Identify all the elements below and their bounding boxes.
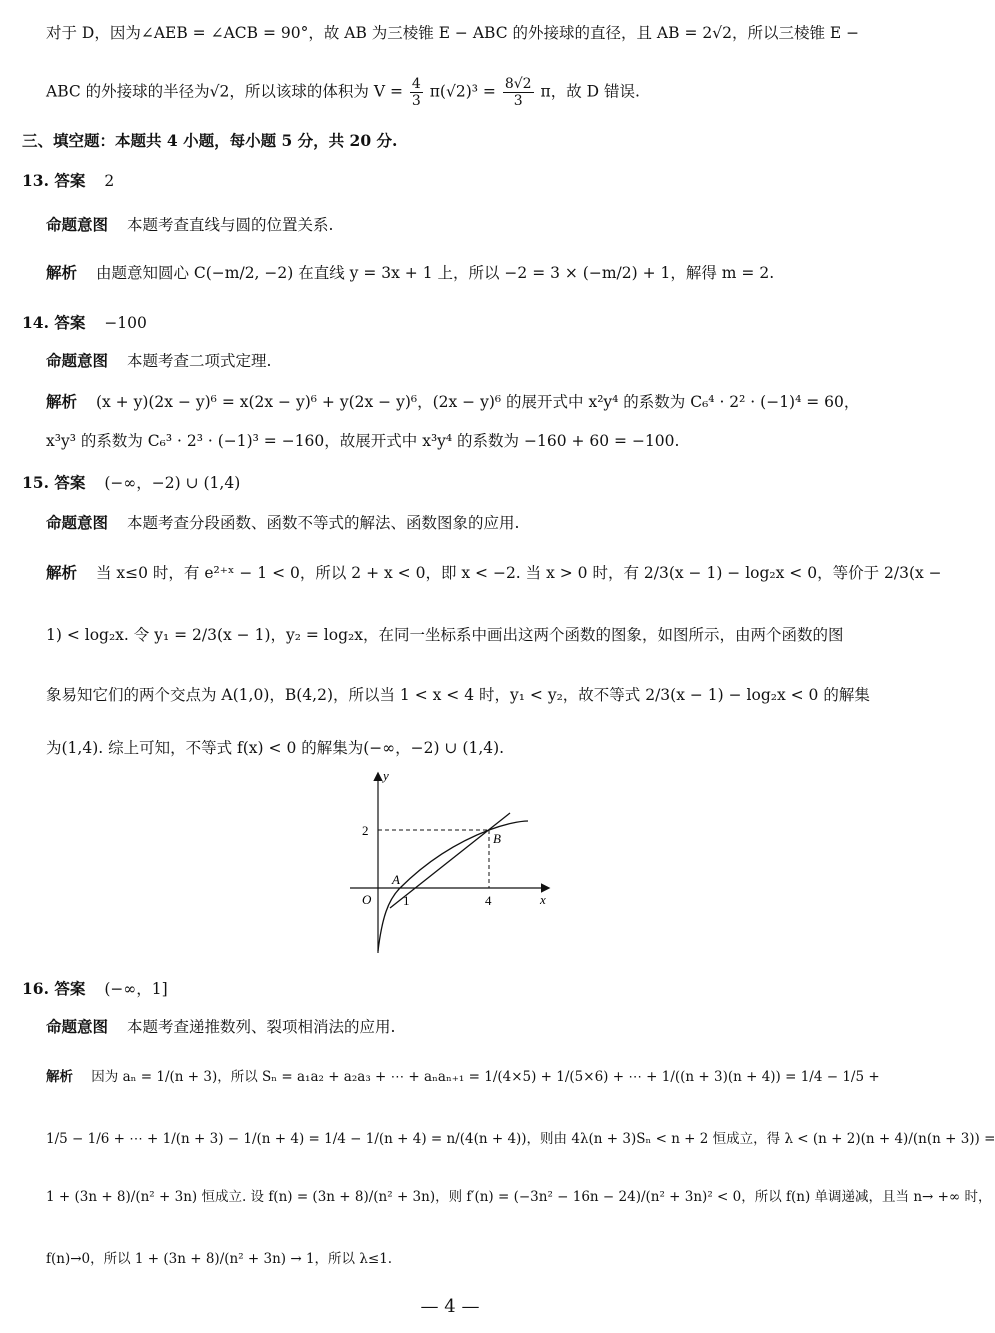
q16-analysis-1: 因为 aₙ = 1/(n + 3)，所以 Sₙ = a₁a₂ + a₂a₃ + ⋯ + aₙaₙ₊₁ = 1/(4×5) + 1/(5×6) + ⋯ + 1/((n + 3)(n + 4)) = 1/4 − 1/5 +: [91, 1069, 880, 1085]
q15-analysis-line-3: 象易知它们的两个交点为 A(1,0)，B(4,2)，所以当 1 < x < 4 时，y₁ < y₂，故不等式 2/3(x − 1) − log₂x < 0 的解集: [46, 686, 870, 704]
x-axis-label: x: [540, 892, 546, 907]
q14-intent-line: [46, 350, 271, 372]
q15-intent-line: [46, 512, 519, 534]
q16-answer: (−∞，1]: [104, 980, 168, 998]
q15-analysis-line-2: 1) < log₂x. 令 y₁ = 2/3(x − 1)，y₂ = log₂x，在同一坐标系中画出这两个函数的图象，如图所示，由两个函数的图: [46, 626, 844, 644]
q13-analysis: 由题意知圆心 C(−m/2, −2) 在直线 y = 3x + 1 上，所以 −2 = 3 × (−m/2) + 1，解得 m = 2.: [95, 264, 775, 282]
q15-function-graph: [330, 768, 570, 958]
q15-answer: (−∞，−2) ∪ (1,4): [104, 474, 241, 492]
q15-intent: 本题考查分段函数、函数不等式的解法、函数图象的应用.: [126, 514, 520, 532]
q16-intent: 本题考查递推数列、裂项相消法的应用.: [126, 1018, 396, 1036]
q14-answer-label: 14. 答案: [22, 313, 86, 332]
page-number: — 4 —: [420, 1296, 480, 1317]
q13-intent-line: [46, 214, 333, 236]
q16-analysis-line-1: [46, 1066, 880, 1088]
q13-answer-line: [22, 170, 114, 192]
q16-intent-line: [46, 1016, 395, 1038]
volume-result-fraction: $\frac{8√2}{3}$: [504, 76, 532, 109]
top-line-1: 对于 D，因为∠AEB = ∠ACB = 90°，故 AB 为三棱锥 E − ABC 的外接球的直径，且 AB = 2√2，所以三棱锥 E −: [46, 24, 860, 42]
q13-answer: 2: [104, 172, 115, 190]
point-b-label: B: [493, 831, 501, 846]
q14-analysis-label: 解析: [46, 392, 78, 411]
q14-answer: −100: [104, 314, 147, 332]
q15-analysis-1: 当 x≤0 时，有 e²⁺ˣ − 1 < 0，所以 2 + x < 0，即 x < −2. 当 x > 0 时，有 2/3(x − 1) − log₂x < 0，等价于 2/3(x −: [95, 564, 942, 582]
q15-analysis-label: 解析: [46, 563, 78, 582]
q14-answer-line: [22, 312, 147, 334]
q16-analysis-line-2: 1/5 − 1/6 + ⋯ + 1/(n + 3) − 1/(n + 4) = 1/4 − 1/(n + 4) = n/(4(n + 4))，则由 4λ(n + 3)Sₙ < n + 2 恒成立，得 λ < (n + 2)(n + 4)/(n(n + 3)) =: [46, 1131, 995, 1147]
q16-intent-label: 命题意图: [46, 1017, 109, 1036]
q15-answer-label: 15. 答案: [22, 473, 86, 492]
q14-intent-label: 命题意图: [46, 351, 109, 370]
volume-fraction: $\frac{4}{3}$: [411, 76, 421, 109]
q16-answer-line: [22, 978, 168, 1000]
q13-intent: 本题考查直线与圆的位置关系.: [126, 216, 334, 234]
top-line-2-a: ABC 的外接球的半径为√2，所以该球的体积为 V =: [46, 82, 403, 101]
q15-analysis-line-1: [46, 562, 942, 584]
q14-analysis-line-2: x³y³ 的系数为 C₆³ · 2³ · (−1)³ = −160，故展开式中 x³y⁴ 的系数为 −160 + 60 = −100.: [46, 432, 680, 450]
q15-analysis-line-4: 为(1,4). 综上可知，不等式 f(x) < 0 的解集为(−∞，−2) ∪ (1,4).: [46, 739, 505, 757]
point-a-label: A: [392, 872, 400, 887]
q14-analysis-line-1: [46, 391, 859, 413]
section-3-heading: 三、填空题：本题共 4 小题，每小题 5 分，共 20 分.: [22, 131, 398, 150]
q13-answer-label: 13. 答案: [22, 171, 86, 190]
tick-x1-label: 1: [403, 893, 410, 908]
q14-intent: 本题考查二项式定理.: [126, 352, 272, 370]
q16-analysis-line-3: 1 + (3n + 8)/(n² + 3n) 恒成立. 设 f(n) = (3n + 8)/(n² + 3n)，则 f′(n) = (−3n² − 16n − 24)/(n² + 3n)² < 0，所以 f(n) 单调递减，且当 n→ +∞ 时，: [46, 1189, 992, 1205]
q13-intent-label: 命题意图: [46, 215, 109, 234]
q15-answer-line: [22, 472, 240, 494]
tick-y2-label: 2: [362, 823, 369, 838]
q16-answer-label: 16. 答案: [22, 979, 86, 998]
y-axis-label: y: [383, 768, 389, 783]
log-curve: [378, 821, 528, 951]
q14-analysis-1: (x + y)(2x − y)⁶ = x(2x − y)⁶ + y(2x − y)⁶，(2x − y)⁶ 的展开式中 x²y⁴ 的系数为 C₆⁴ · 2² · (−1)⁴ = 60，: [95, 393, 860, 411]
q13-analysis-line: [46, 262, 774, 284]
q16-analysis-line-4: f(n)→0，所以 1 + (3n + 8)/(n² + 3n) → 1，所以 λ≤1.: [46, 1251, 393, 1267]
top-line-2: [46, 76, 640, 109]
top-line-2-b: π(√2)³ =: [429, 82, 496, 101]
q13-analysis-label: 解析: [46, 263, 78, 282]
q16-analysis-label: 解析: [46, 1069, 73, 1085]
top-line-2-c: π，故 D 错误.: [540, 82, 640, 101]
tick-x4-label: 4: [485, 893, 492, 908]
q15-intent-label: 命题意图: [46, 513, 109, 532]
origin-label: O: [362, 892, 372, 907]
